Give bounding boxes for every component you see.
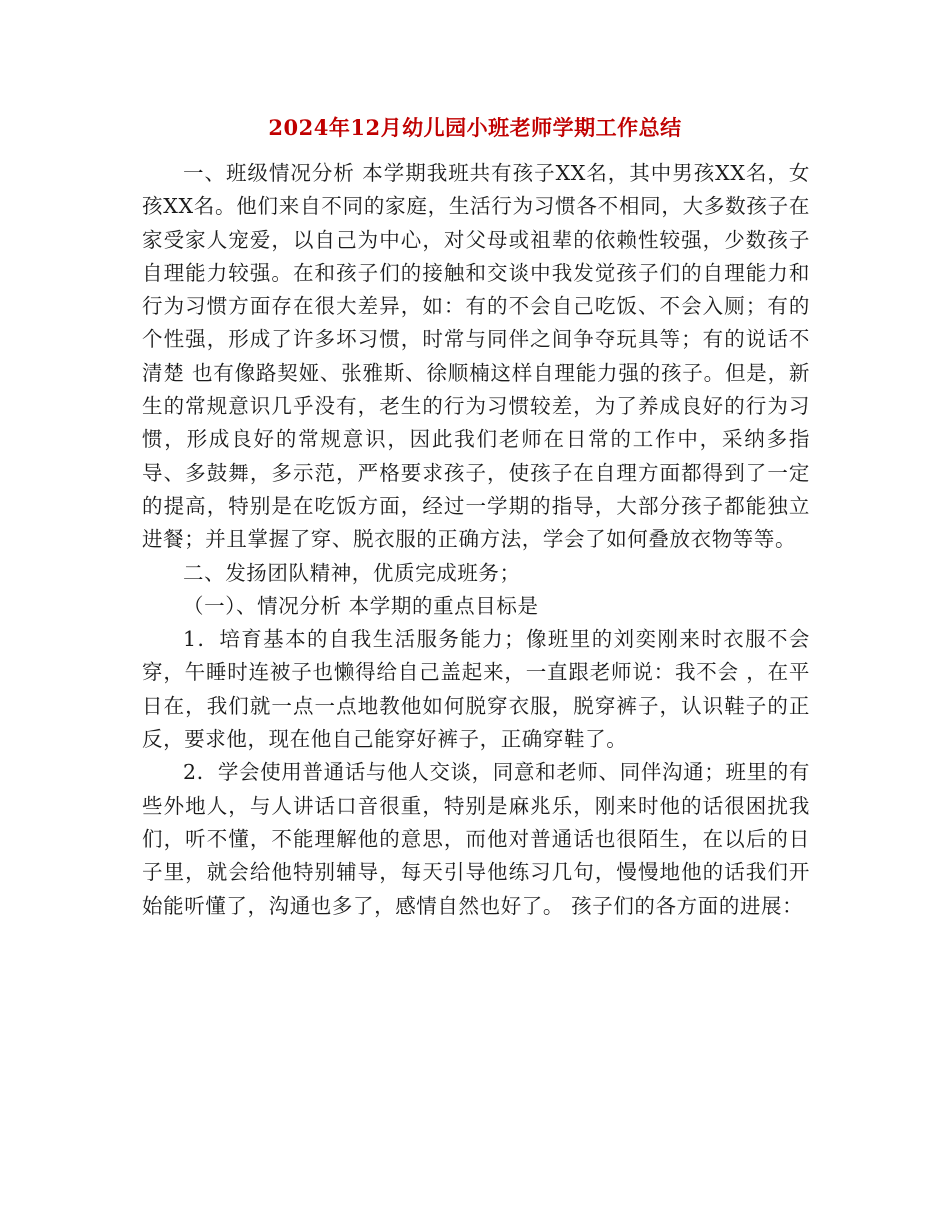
document-body <box>142 157 810 923</box>
paragraph-mandarin: 2．学会使用普通话与他人交谈，同意和老师、同伴沟通；班里的有些外地人，与人讲话口音很重，特别是麻兆乐，刚来时他的话很困扰我们，听不懂，不能理解他的意思，而他对普通话也很陌生，在以后的日子里，就会给他特别辅导，每天引导他练习几句，慢慢地他的话我们开始能听懂了，沟通也多了，感情自然也好了。 孩子们的各方面的进展： <box>142 760 810 918</box>
paragraph-class-analysis: 一、班级情况分析 本学期我班共有孩子XX名，其中男孩XX名，女孩XX名。他们来自不同的家庭，生活行为习惯各不相同，大多数孩子在家受家人宠爱，以自己为中心，对父母或祖辈的依赖性较强，少数孩子自理能力较强。在和孩子们的接触和交谈中我发觉孩子们的自理能力和行为习惯方面存在很大差异，如：有的不会自己吃饭、不会入厕；有的个性强，形成了许多坏习惯，时常与同伴之间争夺玩具等；有的说话不清楚 也有像路契娅、张雅斯、徐顺楠这样自理能力强的孩子。但是，新生的常规意识几乎没有，老生的行为习惯较差，为了养成良好的行为习惯，形成良好的常规意识，因此我们老师在日常的工作中，采纳多指导、多鼓舞，多示范，严格要求孩子，使孩子在自理方面都得到了一定的提高，特别是在吃饭方面，经过一学期的指导，大部分孩子都能独立进餐；并且掌握了穿、脱衣服的正确方法，学会了如何叠放衣物等等。 <box>142 161 810 552</box>
paragraph-situation-analysis: （一）、情况分析 本学期的重点目标是 <box>183 593 539 618</box>
paragraph-self-care: 1．培育基本的自我生活服务能力；像班里的刘奕刚来时衣服不会穿，午睡时连被子也懒得给自己盖起来，一直跟老师说：我不会 ，在平日在，我们就一点一点地教他如何脱穿衣服，脱穿裤子，认识鞋子的正反，要求他，现在他自己能穿好裤子，正确穿鞋了。 <box>142 627 810 752</box>
paragraph-team-spirit: 二、发扬团队精神，优质完成班务； <box>183 560 521 585</box>
document-title: 2024年12月幼儿园小班老师学期工作总结 <box>268 115 682 140</box>
